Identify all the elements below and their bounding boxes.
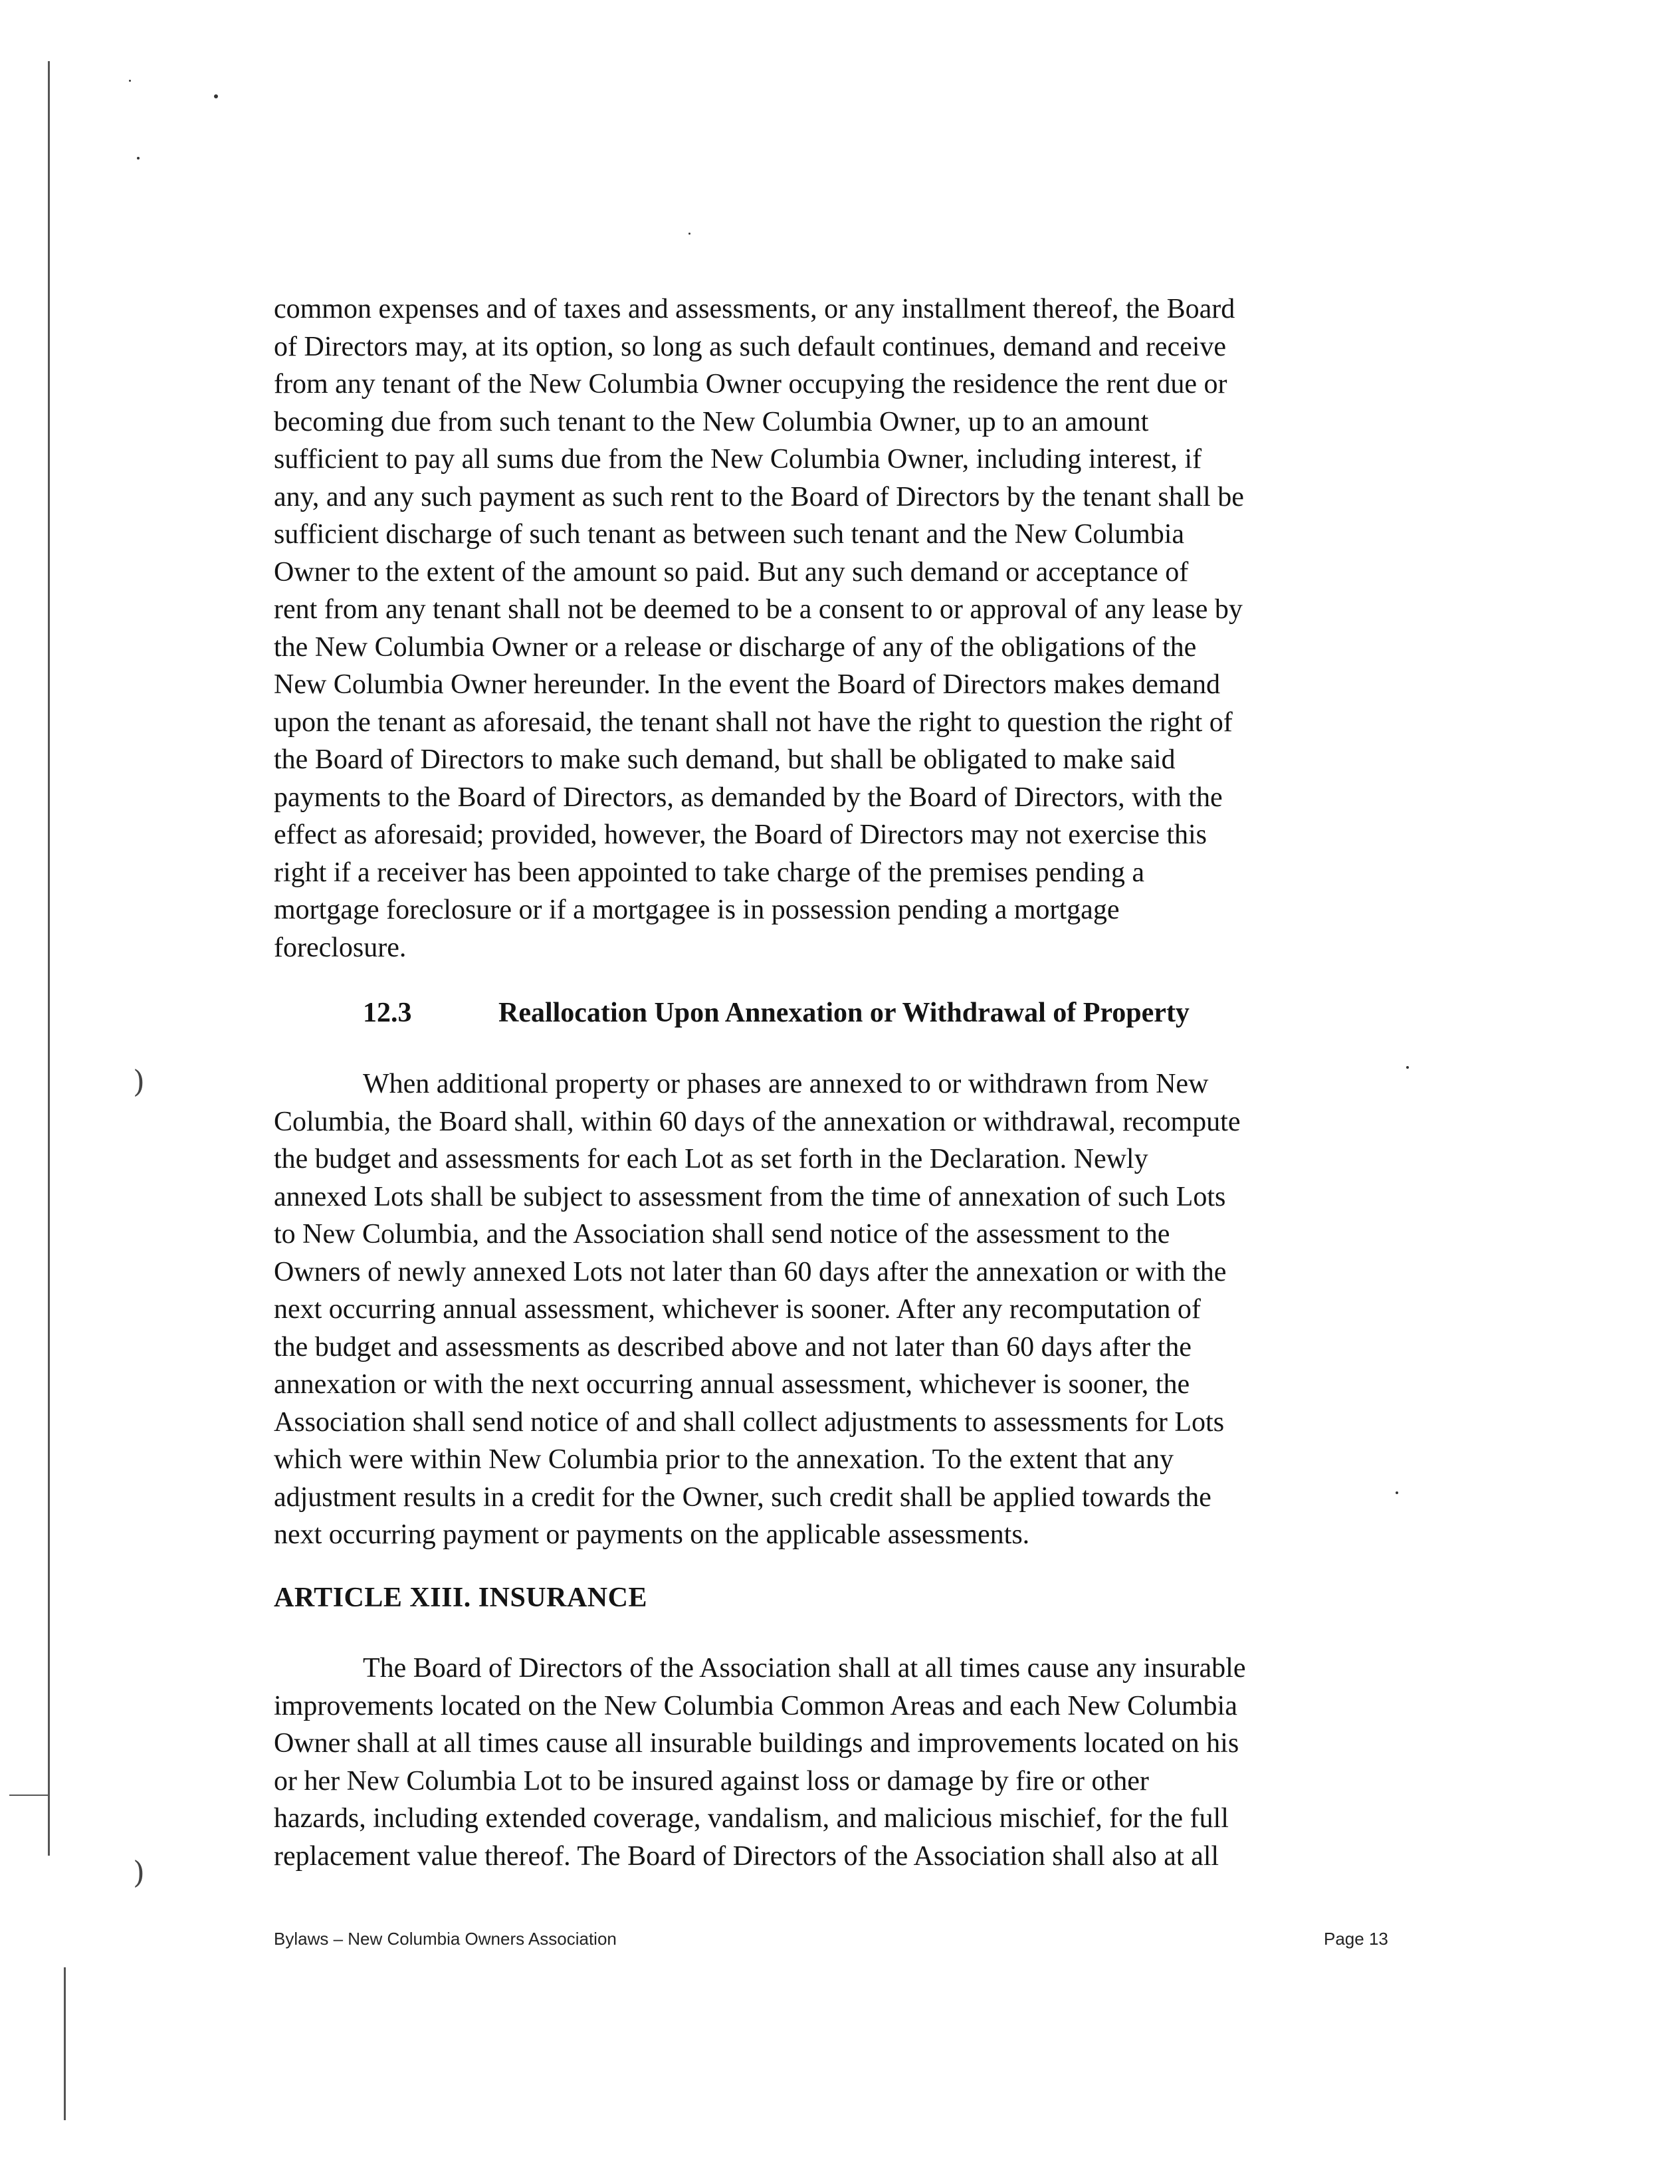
text-line: sufficient discharge of such tenant as between such tenant and the New Columbia <box>274 519 1185 550</box>
paragraph-annexation <box>274 1065 1404 1554</box>
text-line: improvements located on the New Columbia Common Areas and each New Columbia <box>274 1690 1237 1721</box>
text-line: the Board of Directors to make such demand, but shall be obligated to make said <box>274 744 1176 775</box>
text-line: foreclosure. <box>274 932 407 963</box>
scan-speck <box>137 157 140 160</box>
text-line: Association shall send notice of and shall collect adjustments to assessments for Lots <box>274 1406 1225 1438</box>
text-line: sufficient to pay all sums due from the New Columbia Owner, including interest, if <box>274 444 1202 475</box>
punch-hole-mark: ) <box>133 1063 145 1099</box>
section-title: Reallocation Upon Annexation or Withdrawal of Property <box>498 998 1190 1028</box>
text-line: or her New Columbia Lot to be insured against loss or damage by fire or other <box>274 1765 1149 1797</box>
text-line: rent from any tenant shall not be deemed to be a consent to or approval of any lease by <box>274 594 1243 625</box>
scan-edge-line-bottom <box>64 1967 66 2120</box>
article-heading-insurance: ARTICLE XIII. INSURANCE <box>274 1583 647 1613</box>
text-line: Owner shall at all times cause all insurable buildings and improvements located on his <box>274 1728 1239 1759</box>
footer-document-title: Bylaws – New Columbia Owners Association <box>274 1929 617 1949</box>
text-line: mortgage foreclosure or if a mortgagee is in possession pending a mortgage <box>274 895 1120 925</box>
text-line: the budget and assessments as described above and not later than 60 days after the <box>274 1331 1192 1363</box>
paragraph-insurance <box>274 1650 1404 1875</box>
scan-speck <box>688 233 690 235</box>
text-line: adjustment results in a credit for the Owner, such credit shall be applied towards the <box>274 1481 1211 1513</box>
scan-speck <box>1406 1066 1409 1069</box>
paragraph-common-expenses <box>274 290 1404 966</box>
scan-edge-line-top <box>48 61 50 1856</box>
text-line: payments to the Board of Directors, as demanded by the Board of Directors, with the <box>274 782 1223 813</box>
text-line: the budget and assessments for each Lot as set forth in the Declaration. Newly <box>274 1144 1148 1174</box>
text-line: replacement value thereof. The Board of Directors of the Association shall also at all <box>274 1840 1219 1872</box>
section-heading-12-3 <box>363 997 1190 1029</box>
footer-page-number: Page 13 <box>1324 1929 1388 1949</box>
text-line: next occurring annual assessment, whichever is sooner. After any recomputation of <box>274 1294 1201 1325</box>
scan-speck <box>214 94 218 98</box>
text-line: The Board of Directors of the Association shall at all times cause any insurable <box>363 1653 1246 1684</box>
text-line: hazards, including extended coverage, vandalism, and malicious mischief, for the full <box>274 1803 1229 1834</box>
text-line: upon the tenant as aforesaid, the tenant shall not have the right to question the right of <box>274 707 1233 738</box>
text-line: New Columbia Owner hereunder. In the event the Board of Directors makes demand <box>274 669 1221 700</box>
text-line: right if a receiver has been appointed to take charge of the premises pending a <box>274 857 1145 888</box>
text-line: effect as aforesaid; provided, however, the Board of Directors may not exercise this <box>274 819 1208 850</box>
text-line: annexed Lots shall be subject to assessment from the time of annexation of such Lots <box>274 1181 1226 1212</box>
text-line: from any tenant of the New Columbia Owner occupying the residence the rent due or <box>274 369 1227 399</box>
scan-edge-tick <box>9 1795 49 1796</box>
text-line: Owners of newly annexed Lots not later than 60 days after the annexation or with the <box>274 1256 1227 1287</box>
text-line: becoming due from such tenant to the New Columbia Owner, up to an amount <box>274 406 1149 437</box>
text-line: Columbia, the Board shall, within 60 days of the annexation or withdrawal, recompute <box>274 1106 1241 1137</box>
text-line: next occurring payment or payments on the applicable assessments. <box>274 1519 1030 1550</box>
text-line: of Directors may, at its option, so long as such default continues, demand and receive <box>274 331 1227 362</box>
text-line: to New Columbia, and the Association shall send notice of the assessment to the <box>274 1219 1170 1250</box>
section-number: 12.3 <box>363 998 412 1028</box>
text-line: common expenses and of taxes and assessments, or any installment thereof, the Board <box>274 294 1235 324</box>
text-line: annexation or with the next occurring annual assessment, whichever is sooner, the <box>274 1369 1190 1400</box>
scan-speck <box>129 80 131 82</box>
text-line: When additional property or phases are annexed to or withdrawn from New <box>363 1069 1209 1099</box>
text-line: which were within New Columbia prior to the annexation. To the extent that any <box>274 1444 1174 1475</box>
punch-hole-mark: ) <box>133 1854 145 1890</box>
text-line: the New Columbia Owner or a release or discharge of any of the obligations of the <box>274 631 1197 663</box>
text-line: Owner to the extent of the amount so paid. But any such demand or acceptance of <box>274 556 1189 588</box>
text-line: any, and any such payment as such rent to the Board of Directors by the tenant shall be <box>274 481 1244 512</box>
